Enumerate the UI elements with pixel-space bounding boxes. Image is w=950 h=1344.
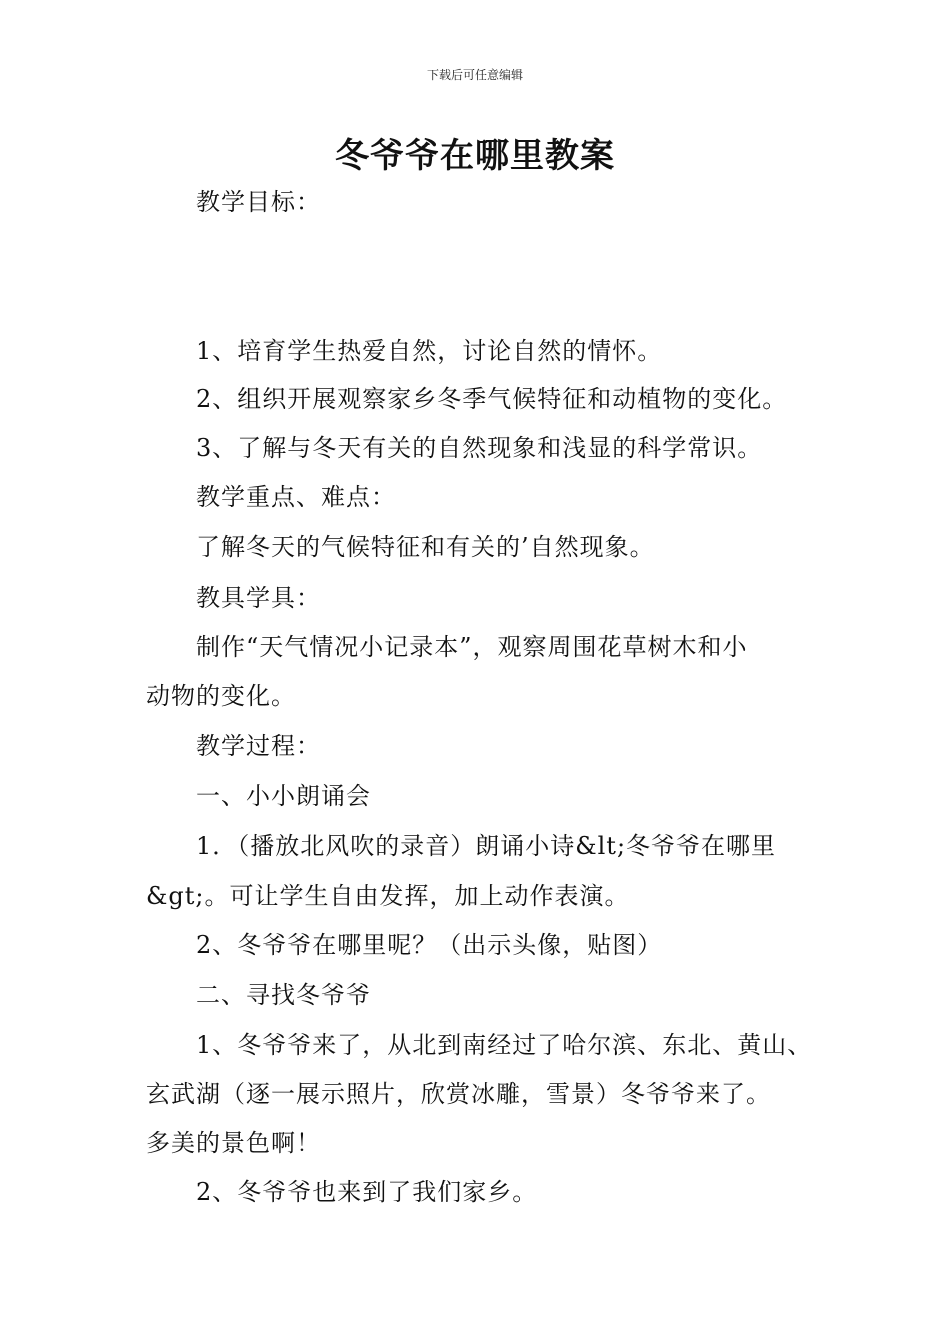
paragraph-line: 了解冬天的气候特征和有关的’自然现象。 xyxy=(196,533,655,561)
paragraph-line: 教学重点、难点： xyxy=(196,483,396,511)
paragraph-line: 2、冬爷爷也来到了我们家乡。 xyxy=(196,1178,538,1206)
paragraph-line: 一、小小朗诵会 xyxy=(196,782,371,810)
header-note: 下载后可任意编辑 xyxy=(426,68,523,82)
paragraph-line: 动物的变化。 xyxy=(146,682,296,710)
paragraph-line: 多美的景色啊！ xyxy=(146,1129,321,1157)
paragraph-line: 1．（播放北风吹的录音）朗诵小诗&lt;冬爷爷在哪里 xyxy=(196,832,777,860)
paragraph-line: 1、冬爷爷来了，从北到南经过了哈尔滨、东北、黄山、 xyxy=(196,1031,813,1059)
paragraph-line: 教学过程： xyxy=(196,732,321,760)
paragraph-line: 教学目标： xyxy=(196,188,321,216)
paragraph-line: 二、寻找冬爷爷 xyxy=(196,981,371,1009)
paragraph-line: 1、培育学生热爱自然，讨论自然的情怀。 xyxy=(196,337,663,365)
paragraph-line: 制作“天气情况小记录本”，观察周围花草树木和小 xyxy=(196,633,748,661)
paragraph-line: 教具学具： xyxy=(196,584,321,612)
paragraph-line: &gt;。可让学生自由发挥，加上动作表演。 xyxy=(146,882,630,910)
document-title: 冬爷爷在哪里教案 xyxy=(335,136,615,176)
paragraph-line: 3、了解与冬天有关的自然现象和浅显的科学常识。 xyxy=(196,434,763,462)
paragraph-line: 2、冬爷爷在哪里呢？（出示头像，贴图） xyxy=(196,931,663,959)
paragraph-line: 2、组织开展观察家乡冬季气候特征和动植物的变化。 xyxy=(196,385,788,413)
paragraph-line: 玄武湖（逐一展示照片，欣赏冰雕，雪景）冬爷爷来了。 xyxy=(146,1080,771,1108)
